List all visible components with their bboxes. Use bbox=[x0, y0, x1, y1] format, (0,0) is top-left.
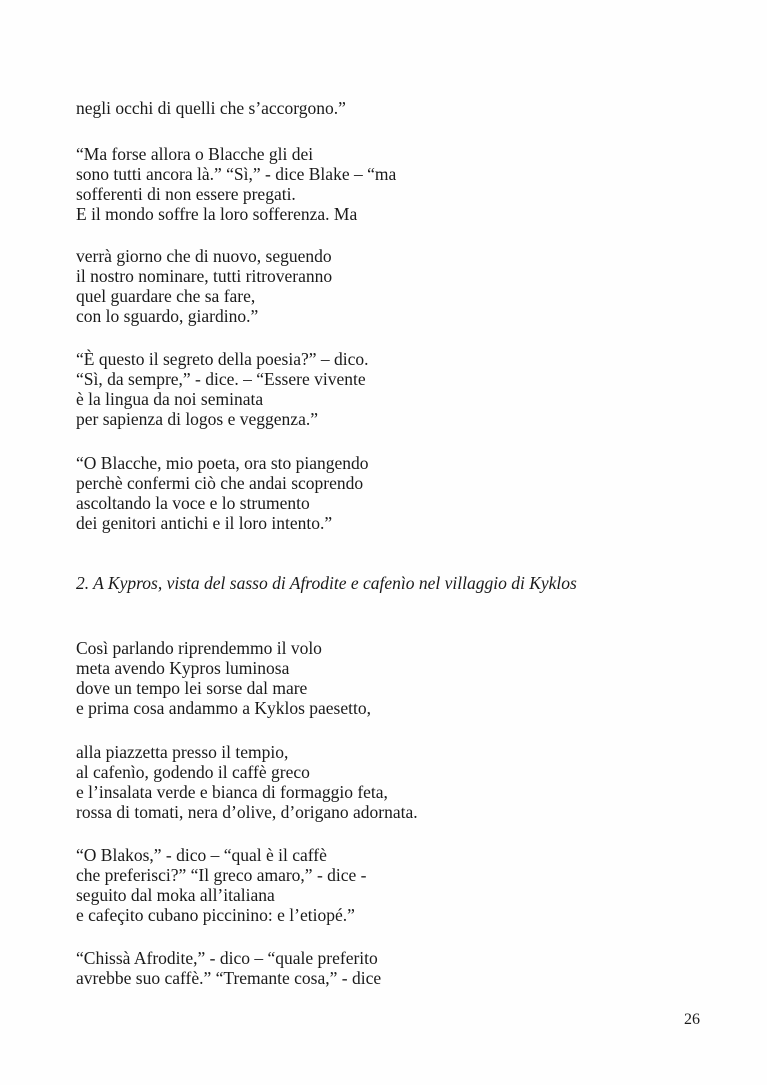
poem-line: al cafenìo, godendo il caffè greco bbox=[76, 762, 310, 782]
stanza-8 bbox=[76, 845, 367, 925]
poem-line: “O Blakos,” - dico – “qual è il caffè bbox=[76, 845, 327, 865]
section-heading: 2. A Kypros, vista del sasso di Afrodite e cafenìo nel villaggio di Kyklos bbox=[76, 573, 577, 593]
poem-line: perchè confermi ciò che andai scoprendo bbox=[76, 473, 364, 493]
poem-line: e l’insalata verde e bianca di formaggio feta, bbox=[76, 782, 388, 802]
poem-line: alla piazzetta presso il tempio, bbox=[76, 742, 289, 762]
poem-line: verrà giorno che di nuovo, seguendo bbox=[76, 246, 332, 266]
poem-line: “O Blacche, mio poeta, ora sto piangendo bbox=[76, 453, 369, 473]
stanza-2 bbox=[76, 144, 396, 224]
poem-line: rossa di tomati, nera d’olive, d’origano adornata. bbox=[76, 802, 418, 822]
poem-line: è la lingua da noi seminata bbox=[76, 389, 264, 409]
poem-line: dove un tempo lei sorse dal mare bbox=[76, 678, 308, 698]
poem-line: ascoltando la voce e lo strumento bbox=[76, 493, 310, 513]
poem-line: il nostro nominare, tutti ritroveranno bbox=[76, 266, 333, 286]
stanza-3 bbox=[76, 246, 332, 326]
poem-line: sofferenti di non essere pregati. bbox=[76, 184, 296, 204]
poem-line: Così parlando riprendemmo il volo bbox=[76, 638, 322, 658]
poem-line: per sapienza di logos e veggenza.” bbox=[76, 409, 318, 429]
poem-line: E il mondo soffre la loro sofferenza. Ma bbox=[76, 204, 358, 224]
poem-line: con lo sguardo, giardino.” bbox=[76, 306, 259, 326]
poem-line: e cafeçito cubano piccinino: e l’etiopé.” bbox=[76, 905, 355, 925]
poem-line: avrebbe suo caffè.” “Tremante cosa,” - dice bbox=[76, 968, 382, 988]
page-number: 26 bbox=[684, 1011, 700, 1028]
stanza-5 bbox=[76, 453, 369, 533]
stanza-4 bbox=[76, 349, 369, 429]
stanza-6 bbox=[76, 638, 371, 718]
poem-line: e prima cosa andammo a Kyklos paesetto, bbox=[76, 698, 371, 718]
stanza-7 bbox=[76, 742, 418, 822]
poem-line: seguito dal moka all’italiana bbox=[76, 885, 275, 905]
poem-line: “Ma forse allora o Blacche gli dei bbox=[76, 144, 314, 164]
poem-line: meta avendo Kypros luminosa bbox=[76, 658, 290, 678]
stanza-1 bbox=[76, 98, 346, 118]
poem-line: negli occhi di quelli che s’accorgono.” bbox=[76, 98, 346, 118]
poem-line: che preferisci?” “Il greco amaro,” - dice - bbox=[76, 865, 367, 885]
poem-line: “Sì, da sempre,” - dice. – “Essere vivente bbox=[76, 369, 366, 389]
poem-line: dei genitori antichi e il loro intento.” bbox=[76, 513, 333, 533]
poem-line: “È questo il segreto della poesia?” – dico. bbox=[76, 349, 369, 369]
poem-line: quel guardare che sa fare, bbox=[76, 286, 256, 306]
stanza-9 bbox=[76, 948, 381, 988]
poem-line: “Chissà Afrodite,” - dico – “quale preferito bbox=[76, 948, 378, 968]
poem-line: sono tutti ancora là.” “Sì,” - dice Blake – “ma bbox=[76, 164, 397, 184]
